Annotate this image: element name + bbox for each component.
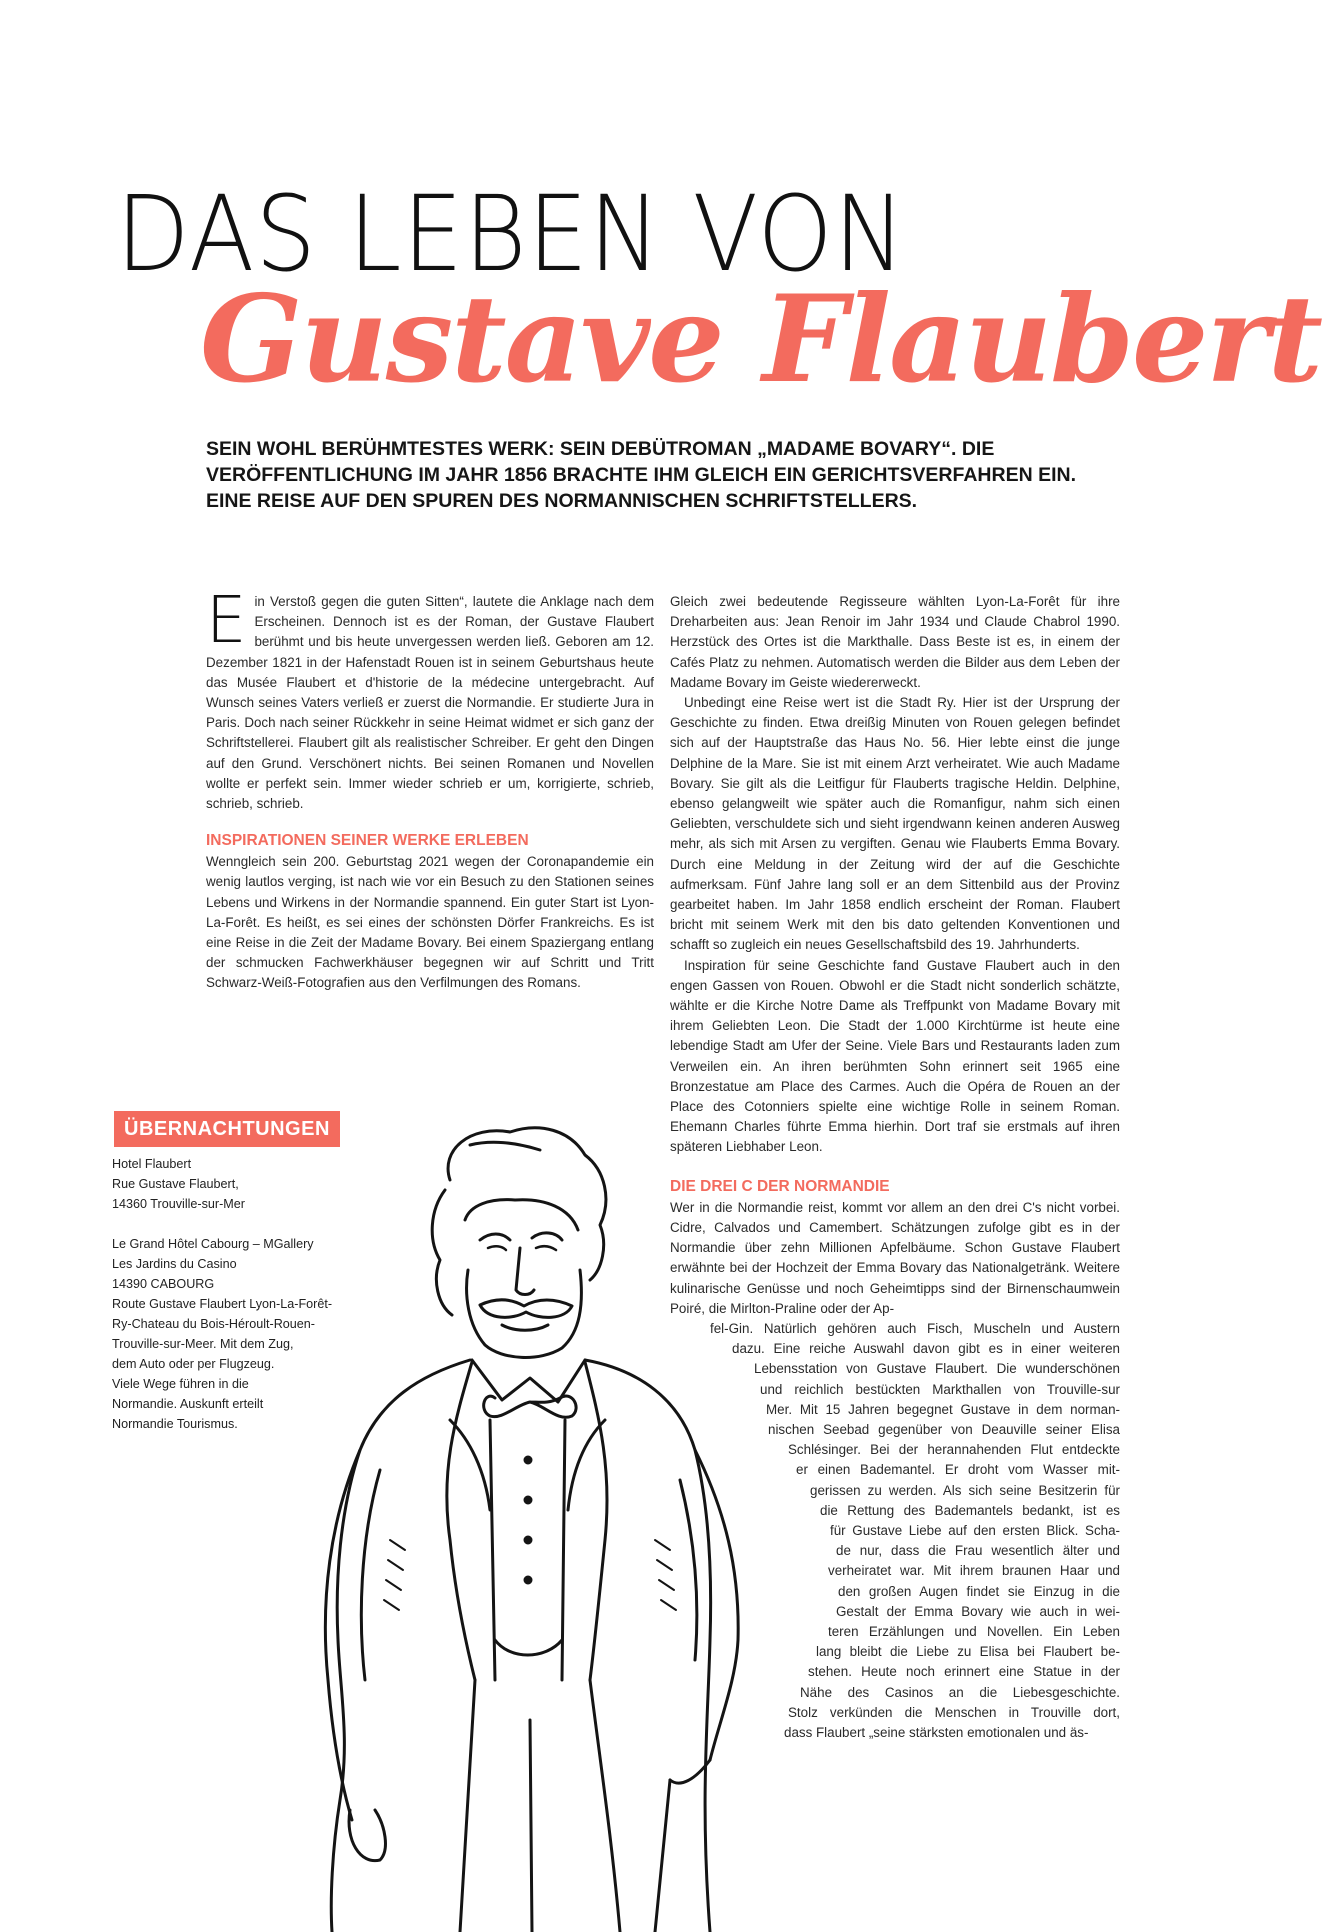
lead-line: SEIN WOHL BERÜHMTESTES WERK: SEIN DEBÜTROMAN „MADAME BOVARY“. DIE [206, 438, 995, 460]
sidebar-line: Les Jardins du Casino [112, 1257, 237, 1271]
wrapped-text-line: Lebensstation von Gustave Flaubert. Die wunderschönen [754, 1361, 1120, 1377]
inspirations-paragraph: Wenngleich sein 200. Geburtstag 2021 wegen der Coronapandemie ein wenig lautlos verging, ist nach wie vor ein Besuch zu den Stationen seines Lebens und Wirkens in der Normandie spannend. Ein guter Start ist Lyon-La-Forêt. Es heißt, es sei eines der schönsten Dörfer Frankreichs. Es ist eine Reise in die Zeit der Madame Bovary. Bei einem Spaziergang entlang der schmucken Fachwerkhäuser begegnen wir auf Schritt und Tritt Schwarz-Weiß-Fotografien aus den Verfilmungen des Romans. [206, 854, 654, 991]
wrapped-text-line: Mer. Mit 15 Jahren begegnet Gustave in dem norman- [766, 1401, 1120, 1417]
paragraph-three-c: Wer in die Normandie reist, kommt vor allem an den drei C's nicht vorbei. Cidre, Calvados und Camembert. Schätzungen zufolge gibt es in der Normandie über zehn Millionen Apfelbäume. Schon Gustave Flaubert erwähnte bei der Hochzeit der Emma Bovary das Nationalgetränk. Weitere kulinarische Genüsse und noch Geheimtipps sind der Birnenschaumwein Poiré, die Mirlton-Praline oder der Ap- [670, 1199, 1120, 1316]
wrapped-text-line: die Rettung des Bademantels bedankt, ist es [820, 1502, 1120, 1518]
sidebar-line: Viele Wege führen in die [112, 1377, 249, 1391]
wrapped-text-line: lang bleibt die Liebe zu Elisa bei Flaubert be- [816, 1644, 1120, 1660]
sidebar-line: Route Gustave Flaubert Lyon-La-Forêt- [112, 1297, 333, 1311]
intro-paragraph [206, 584, 654, 814]
drop-cap: E [206, 584, 247, 658]
wrapped-text-line: stehen. Heute noch erinnert eine Statue in der [808, 1664, 1120, 1680]
wrapped-text-line: Nähe des Casinos an die Liebesgeschichte. [800, 1684, 1120, 1700]
sidebar-line: Ry-Chateau du Bois-Héroult-Rouen- [112, 1317, 315, 1331]
sidebar-line: 14390 CABOURG [112, 1277, 215, 1291]
sidebar-heading: ÜBERNACHTUNGEN [114, 1111, 340, 1147]
wrapped-text-line: teren Erzählungen und Novellen. Ein Leben [828, 1623, 1120, 1639]
wrapped-text-line: gerissen zu werden. Als sich seine Besitzerin für [810, 1482, 1120, 1498]
sidebar-line: Le Grand Hôtel Cabourg – MGallery [112, 1237, 314, 1251]
sidebar-line [112, 1214, 372, 1234]
sidebar-line: Trouville-sur-Meer. Mit dem Zug, [112, 1337, 294, 1351]
paragraph-directors: Gleich zwei bedeutende Regisseure wählten Lyon-La-Forêt für ihre Dreharbeiten aus: Jean Renoir im Jahr 1934 und Claude Chabrol 1990. Herzstück des Ortes ist die Markthalle. Dass Beste ist es, in einem der Cafés Platz zu nehmen. Automatisch werden die Bilder aus dem Leben der Madame Bovary im Geiste wiedererweckt. [670, 594, 1120, 690]
sidebar-line: 14360 Trouville-sur-Mer [112, 1197, 245, 1211]
title-line-1: DAS LEBEN VON [116, 173, 907, 295]
wrapped-text-line: Schlésinger. Bei der herannahenden Flut entdeckte [788, 1442, 1120, 1458]
wrapped-text-line: und reichlich bestückten Markthallen von Trouville-sur [760, 1381, 1120, 1397]
lead-line: VERÖFFENTLICHUNG IM JAHR 1856 BRACHTE IHM GLEICH EIN GERICHTSVERFAHREN EIN. [206, 464, 1076, 486]
sidebar-line: Normandie. Auskunft erteilt [112, 1397, 264, 1411]
wrapped-text-line: fel-Gin. Natürlich gehören auch Fisch, Muscheln und Austern [710, 1320, 1120, 1336]
wrapped-text-line: dazu. Eine reiche Auswahl davon gibt es in einer weiteren [732, 1341, 1120, 1357]
title-script-name: Gustave Flaubert [200, 269, 1322, 410]
wrapped-text-line: den großen Augen findet sie Einzug in die [838, 1583, 1120, 1599]
wrapped-text-line: er einen Bademantel. Er droht vom Wasser mit- [796, 1462, 1120, 1478]
lead-paragraph [206, 436, 1106, 514]
sidebar-line: Normandie Tourismus. [112, 1417, 238, 1431]
wrapped-text-line: verheiratet war. Mit ihrem braunen Haar und [828, 1563, 1120, 1579]
lead-line: EINE REISE AUF DEN SPUREN DES NORMANNISCHEN SCHRIFTSTELLERS. [206, 490, 918, 512]
paragraph-ry: Unbedingt eine Reise wert ist die Stadt Ry. Hier ist der Ursprung der Geschichte zu finden. Etwa dreißig Minuten von Rouen gelegen befindet sich auf der Hauptstraße das Haus No. 56. Hier lebte einst die junge Delphine de la Mare. Sie ist mit einem Arzt verheiratet. Wie auch Madame Bovary. Sie gilt als die Leitfigur für Flauberts tragische Heldin. Delphine, ebenso gelangweilt wie später auch die Romanfigur, nahm sich einen Geliebten, verschuldete sich und sieht irgendwann keinen anderen Ausweg mehr, als sich mit Arsen zu vergiften. Genau wie Flauberts Emma Bovary. Durch eine Meldung in der Zeitung wird der auf die Geschichte aufmerksam. Fünf Jahre lang soll er an dem Sittenbild aus der Provinz gearbeitet haben. Im Jahr 1858 endlich erscheint der Roman. Flaubert bricht mit seinem Werk mit den bis dato geltenden Konventionen und schafft so zugleich ein neues Gesellschaftsbild des 19. Jahrhunderts. [670, 695, 1120, 953]
sidebar-line: dem Auto oder per Flugzeug. [112, 1357, 275, 1371]
sidebar-lodging-info [112, 1154, 372, 1434]
intro-text: in Verstoß gegen die guten Sitten“, lautete die Anklage nach dem Erscheinen. Dennoch ist es der Roman, der Gustave Flaubert berühmt und bis heute unvergessen werden ließ. Geboren am 12. Dezember 1821 in der Hafenstadt Rouen ist in seinem Geburtshaus heute das Musée Flaubert et d'historie de la médecine untergebracht. Auf Wunsch seines Vaters verließ er zuerst die Normandie. Er studierte Jura in Paris. Doch nach seiner Rückkehr in seine Heimat widmet er sich ganz der Schriftstellerei. Flaubert gilt als realistischer Schreiber. Er geht den Dingen auf den Grund. Verschönert nichts. Bei seinen Romanen und Novellen wollte er perfekt sein. Immer wieder schrieb er um, korrigierte, schrieb, schrieb, schrieb. [206, 594, 654, 812]
wrapped-text-line: nischen Seebad gegenüber von Deauville seiner Elisa [768, 1421, 1120, 1437]
sidebar-line: Rue Gustave Flaubert, [112, 1177, 239, 1191]
paragraph-rouen: Inspiration für seine Geschichte fand Gustave Flaubert auch in den engen Gassen von Rouen. Obwohl er die Stadt nicht sonderlich schätzte, wählte er die Kirche Notre Dame als Treffpunkt von Madame Bovary mit ihrem Geliebten Leon. Die Stadt der 1.000 Kirchtürme ist heute eine lebendige Stadt am Ufer der Seine. Viele Bars und Restaurants laden zum Verweilen ein. An ihren berühmten Sohn erinnert seit 1965 eine Bronzestatue am Place des Carmes. Auch die Opéra de Rouen an der Place des Cotonniers spielte eine wichtige Rolle in seinem Roman. Ehemann Charles führte Emma hierhin. Dort traf sie erstmals auf ihren späteren Liebhaber Leon. [670, 957, 1120, 1155]
wrapped-text-line: Gestalt der Emma Bovary wie auch in wei- [836, 1603, 1120, 1619]
text-column-1 [206, 584, 654, 994]
subheading-three-c: DIE DREI C DER NORMANDIE [670, 1177, 890, 1195]
sidebar-line: Hotel Flaubert [112, 1157, 192, 1171]
wrapped-text-line: für Gustave Liebe auf den ersten Blick. Scha- [830, 1522, 1120, 1538]
wrapped-text-line: dass Flaubert „seine stärksten emotionalen und äs- [784, 1724, 1089, 1740]
subheading-inspirations: INSPIRATIONEN SEINER WERKE ERLEBEN [206, 832, 529, 850]
wrapped-text-line: Stolz verkünden die Menschen in Trouville dort, [788, 1704, 1120, 1720]
wrapped-text-line: de nur, dass die Frau wesentlich älter und [836, 1543, 1120, 1559]
